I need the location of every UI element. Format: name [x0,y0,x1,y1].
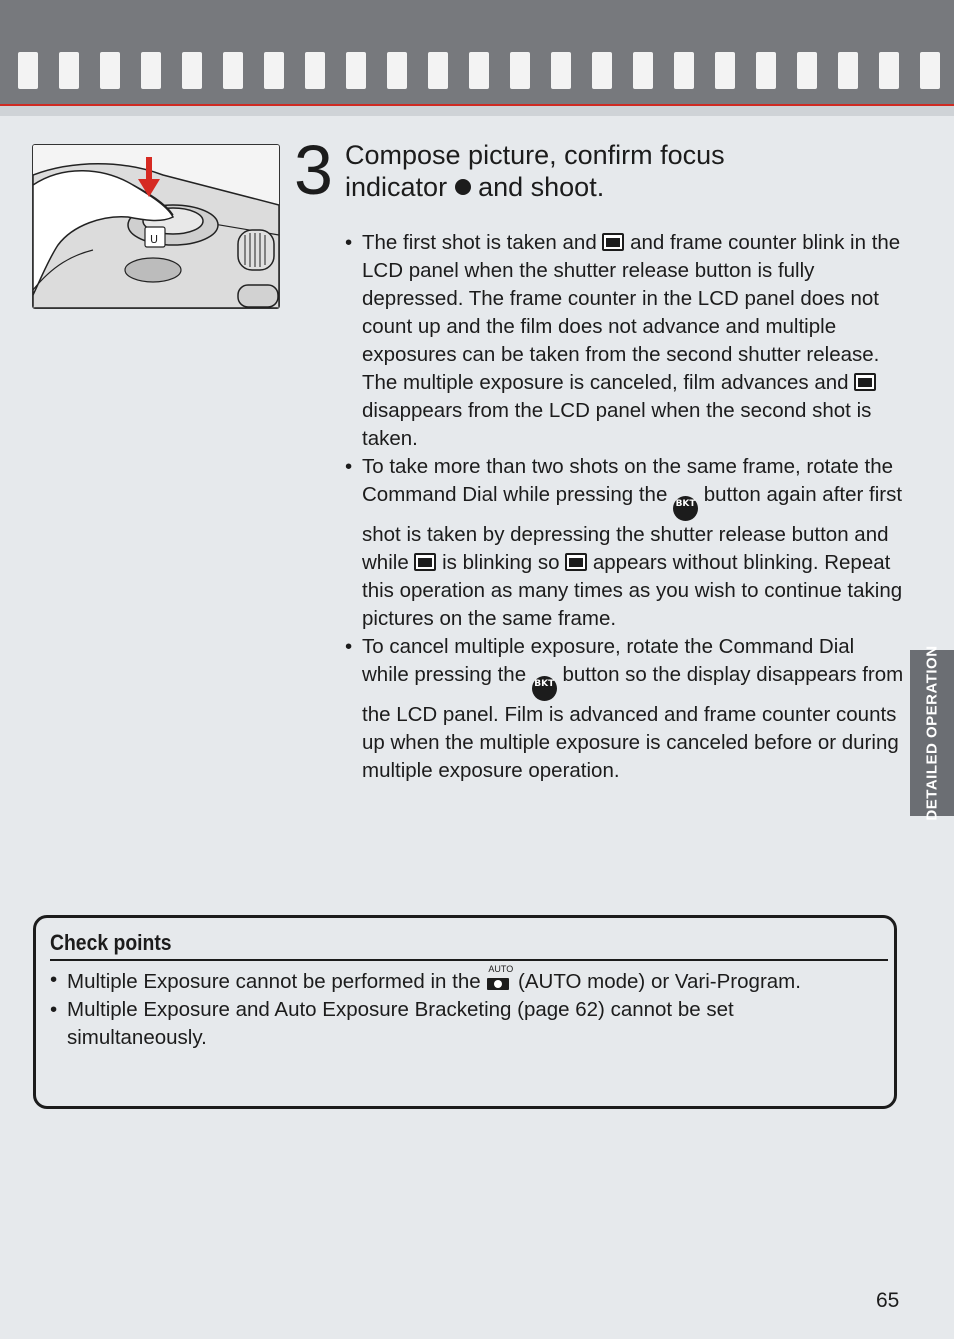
film-hole [305,52,325,89]
film-strip-header [0,0,954,104]
list-item: • To cancel multiple exposure, rotate the Command Dial while pressing the BKT button so the display disappears from the LCD panel. Film is advanced and frame counter counts up when the multiple exposure is canceled before or during multiple exposure operation. [345,635,904,782]
check-points-list [50,966,870,1052]
film-hole [592,52,612,89]
multiple-exposure-icon [414,553,436,571]
multiple-exposure-icon [602,233,624,251]
film-hole [756,52,776,89]
film-hole [674,52,694,89]
film-hole [920,52,940,89]
list-item: • To take more than two shots on the same frame, rotate the Command Dial while pressing the BKT button again after first shot is taken by depressing the shutter release button and while is blinking so appears without blinking. Repeat this operation as many times as you wish to continue taking pictures on the same frame. [345,455,903,630]
film-hole [264,52,284,89]
film-hole [797,52,817,89]
list-item: • The first shot is taken and and frame counter blink in the LCD panel when the shutter release button is fully depressed. The frame counter in the LCD panel does not count up and the film does not advance and multiple exposures can be taken from the second shutter release. The multiple exposure is canceled, film advances and disappears from the LCD panel when the second shot is taken. [345,231,901,450]
list-item: • Multiple Exposure cannot be performed in the AUTO (AUTO mode) or Vari-Program. [50,964,801,993]
film-hole [141,52,161,89]
svg-text:U: U [150,233,159,246]
instruction-list [345,229,905,785]
film-hole [100,52,120,89]
step-heading-line1: Compose picture, confirm focus [345,140,725,170]
film-hole [182,52,202,89]
camera-shutter-icon [33,145,279,308]
list-item: • Multiple Exposure and Auto Exposure Bracketing (page 62) cannot be set simultaneously. [50,998,734,1049]
film-hole [838,52,858,89]
film-hole [18,52,38,89]
film-hole [223,52,243,89]
shutter-press-illustration [32,144,280,309]
check-points-title: Check points [50,930,172,955]
film-hole [387,52,407,89]
film-sprocket-holes [18,52,948,89]
film-hole [469,52,489,89]
film-hole [346,52,366,89]
step-heading [345,139,865,203]
step-number: 3 [294,131,333,209]
side-tab-label: DETAILED OPERATION [923,645,941,821]
step-heading-line2: indicator and shoot. [345,172,605,202]
bkt-button-icon: BKT [673,496,698,521]
page-number: 65 [876,1289,900,1312]
multiple-exposure-icon [565,553,587,571]
bkt-button-icon: BKT [532,676,557,701]
film-hole [59,52,79,89]
auto-mode-icon: AUTO [486,966,512,992]
header-under-rule [0,106,954,116]
film-hole [551,52,571,89]
film-hole [510,52,530,89]
multiple-exposure-icon [854,373,876,391]
section-side-tab [910,645,954,821]
check-points-rule [50,959,888,961]
film-hole [428,52,448,89]
film-hole [715,52,735,89]
check-points-box [33,915,897,1109]
film-hole [879,52,899,89]
film-hole [633,52,653,89]
focus-indicator-icon [455,179,471,195]
